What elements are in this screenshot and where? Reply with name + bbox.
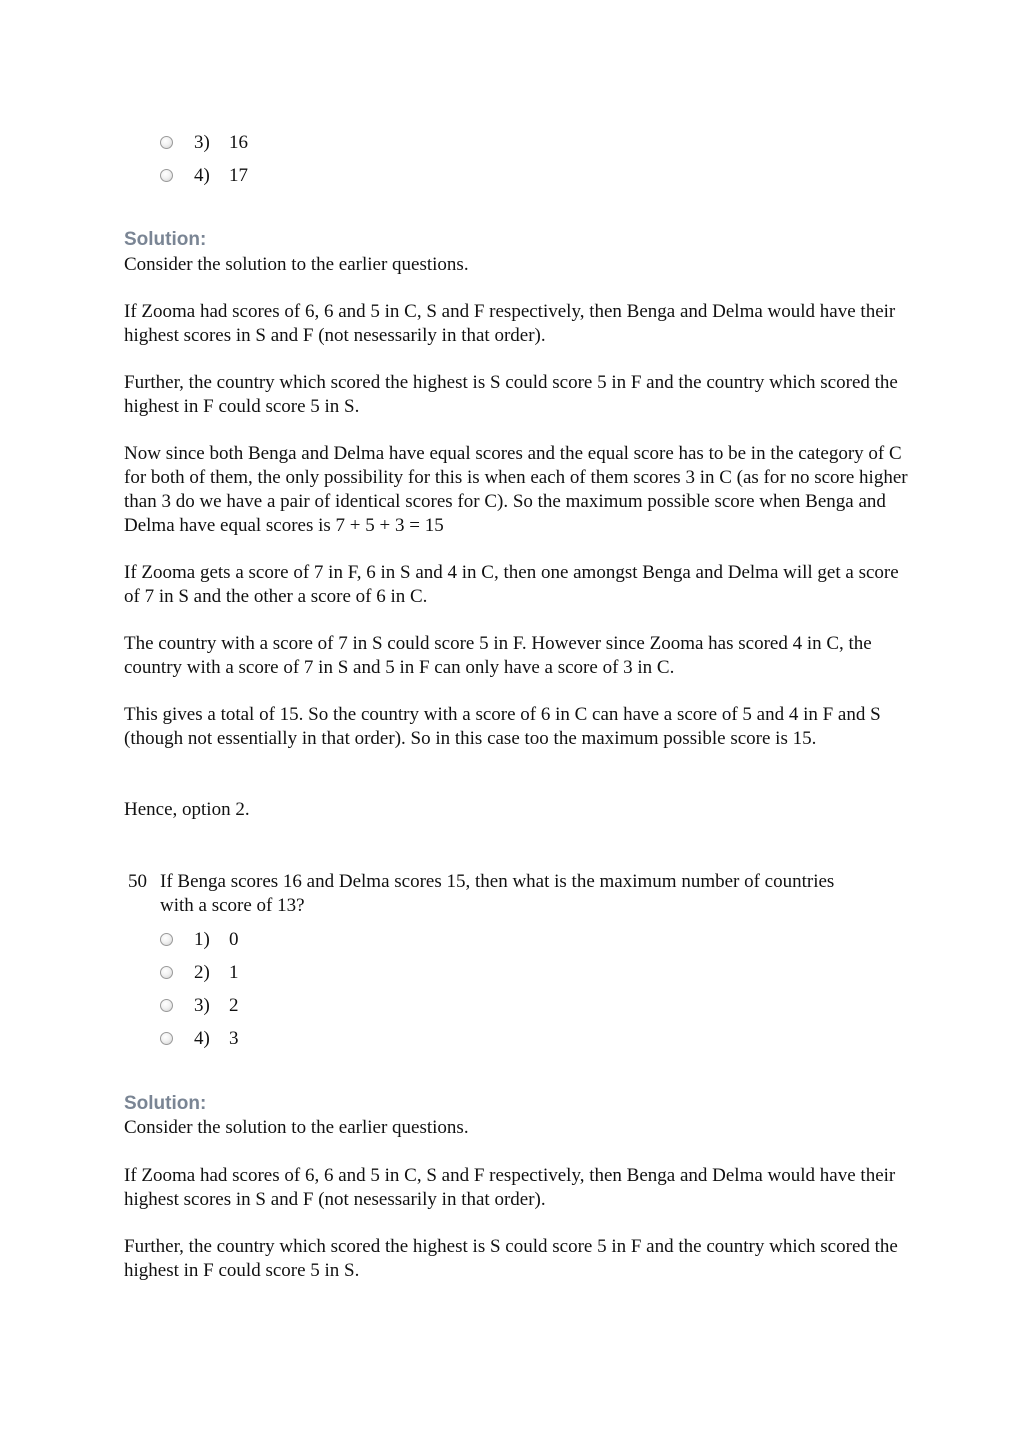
radio-button-icon[interactable] xyxy=(160,933,173,946)
solution-paragraph: This gives a total of 15. So the country with a score of 6 in C can have a score of 5 and 4 in F and S (though not essentially in that order). So in this case too the maximum possible score is 15. xyxy=(124,704,881,749)
radio-button-icon[interactable] xyxy=(160,999,173,1012)
solution-paragraph: If Zooma gets a score of 7 in F, 6 in S and 4 in C, then one amongst Benga and Delma will get a score of 7 in S and the other a score of 6 in C. xyxy=(124,562,899,607)
radio-button-icon[interactable] xyxy=(160,136,173,149)
solution-heading: Solution: xyxy=(124,1093,207,1114)
option-number: 3) xyxy=(194,994,210,1016)
option-3[interactable] xyxy=(160,989,360,1022)
option-number: 4) xyxy=(194,1027,210,1049)
option-value: 1 xyxy=(229,961,239,983)
question-text: If Benga scores 16 and Delma scores 15, then what is the maximum number of countries with a score of 13? xyxy=(160,871,835,916)
option-value: 17 xyxy=(229,164,248,186)
previous-question-options xyxy=(160,126,360,192)
option-number: 4) xyxy=(194,164,210,186)
option-4[interactable] xyxy=(160,159,360,192)
option-value: 2 xyxy=(229,994,239,1016)
option-number: 3) xyxy=(194,131,210,153)
radio-button-icon[interactable] xyxy=(160,966,173,979)
option-value: 16 xyxy=(229,131,248,153)
option-3[interactable] xyxy=(160,126,360,159)
solution-paragraph: Now since both Benga and Delma have equal scores and the equal score has to be in the category of C for both of them, the only possibility for this is when each of them scores 3 in C (as for no score higher than 3 do we have a pair of identical scores for C). So the maximum possible score when Benga and Delma have equal scores is 7 + 5 + 3 = 15 xyxy=(124,443,908,536)
option-number: 1) xyxy=(194,928,210,950)
solution-paragraph: Hence, option 2. xyxy=(124,799,250,820)
radio-button-icon[interactable] xyxy=(160,1032,173,1045)
question-number: 50 xyxy=(128,871,147,892)
solution-paragraph: Further, the country which scored the highest is S could score 5 in F and the country which scored the highest in F could score 5 in S. xyxy=(124,1236,898,1281)
solution-paragraph: If Zooma had scores of 6, 6 and 5 in C, S and F respectively, then Benga and Delma would have their highest scores in S and F (not nesessarily in that order). xyxy=(124,1165,896,1210)
solution-paragraph: Consider the solution to the earlier questions. xyxy=(124,254,469,275)
question-50-options xyxy=(160,923,360,1055)
solution-paragraph: Consider the solution to the earlier questions. xyxy=(124,1117,469,1138)
option-2[interactable] xyxy=(160,956,360,989)
solution-paragraph: Further, the country which scored the highest is S could score 5 in F and the country which scored the highest in F could score 5 in S. xyxy=(124,372,898,417)
question-50 xyxy=(128,870,848,918)
radio-button-icon[interactable] xyxy=(160,169,173,182)
option-value: 3 xyxy=(229,1027,239,1049)
option-4[interactable] xyxy=(160,1022,360,1055)
solution-paragraph: If Zooma had scores of 6, 6 and 5 in C, S and F respectively, then Benga and Delma would have their highest scores in S and F (not nesessarily in that order). xyxy=(124,301,896,346)
solution-heading: Solution: xyxy=(124,229,207,250)
option-value: 0 xyxy=(229,928,239,950)
solution-paragraph: The country with a score of 7 in S could score 5 in F. However since Zooma has scored 4 in C, the country with a score of 7 in S and 5 in F can only have a score of 3 in C. xyxy=(124,633,872,678)
option-1[interactable] xyxy=(160,923,360,956)
option-number: 2) xyxy=(194,961,210,983)
